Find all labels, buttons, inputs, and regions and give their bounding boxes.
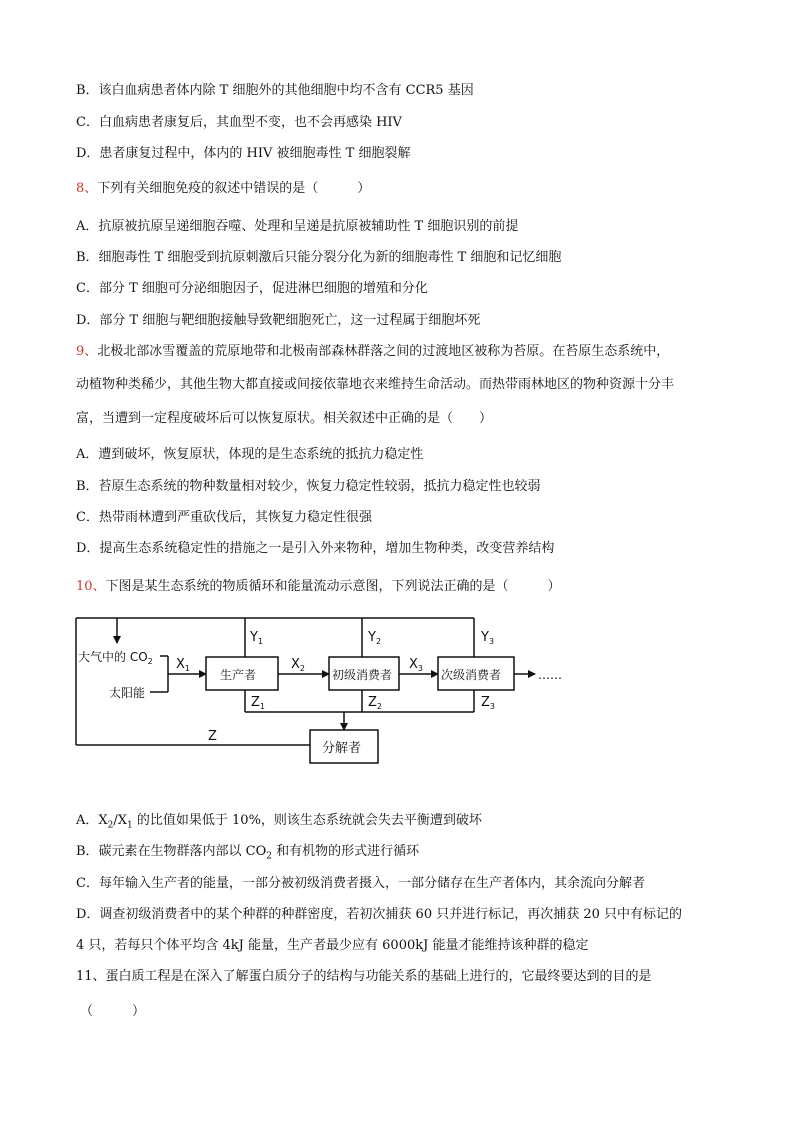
- z1-label: $Z_1$: [251, 695, 265, 711]
- q9-stem-text1: 北极北部冰雪覆盖的荒原地带和北极南部森林群落之间的过渡地区被称为苔原。在苔原生态系统中，: [97, 344, 670, 359]
- x2-label: $X_2$: [291, 657, 305, 673]
- q10-b-pre: B．碳元素在生物群落内部以 CO: [76, 844, 267, 859]
- q10-stem: [76, 578, 561, 596]
- decomposer-label: 分解者: [322, 741, 362, 756]
- q9-option-b: B．苔原生态系统的物种数量相对较少，恢复力稳定性较弱，抵抗力稳定性也较弱: [76, 479, 541, 494]
- q9-stem-line2: 动植物种类稀少，其他生物大都直接或间接依靠地衣来维持生命活动。而热带雨林地区的物种资源十分丰: [76, 377, 675, 392]
- q10-a-sub2: 2: [107, 820, 114, 831]
- continuation-dots: ……: [538, 668, 562, 682]
- q11-answer-blank: （ ）: [80, 1004, 146, 1019]
- q8-option-a: A．抗原被抗原呈递细胞吞噬、处理和呈递是抗原被辅助性 T 细胞识别的前提: [76, 219, 519, 234]
- producer-label: 生产者: [220, 668, 257, 682]
- secondary-consumer-box: [438, 657, 514, 690]
- q9-option-a: A．遭到破坏，恢复原状，体现的是生态系统的抵抗力稳定性: [76, 447, 424, 462]
- q8-stem: [76, 180, 370, 198]
- q10-a-mid: /X: [113, 813, 128, 828]
- y1-label: $Y_1$: [250, 630, 264, 646]
- q9-option-d: D．提高生态系统稳定性的措施之一是引入外来物种，增加生物种类，改变营养结构: [76, 541, 555, 556]
- q8-option-b: B．细胞毒性 T 细胞受到抗原刺激后只能分裂分化为新的细胞毒性 T 细胞和记忆细胞: [76, 250, 562, 265]
- primary-consumer-box: [329, 657, 399, 690]
- q10-option-a: [76, 812, 482, 835]
- q10-option-b: [76, 843, 419, 866]
- q10-option-d-line2: 4 只，若每只个体平均含 4kJ 能量，生产者最少应有 6000kJ 能量才能维持该种群的稳定: [76, 938, 589, 953]
- q11-stem: [76, 968, 652, 986]
- q10-a-pre: A．X: [76, 813, 108, 828]
- producer-box: [206, 657, 278, 690]
- q10-a-sub1: 1: [127, 820, 133, 831]
- z-label: Z: [208, 729, 217, 744]
- decomposer-box: [310, 730, 378, 763]
- q7-option-b: B．该白血病患者体内除 T 细胞外的其他细胞中均不含有 CCR5 基因: [76, 83, 474, 98]
- q10-a-post: 的比值如果低于 10%，则该生态系统就会失去平衡遭到破坏: [132, 813, 482, 828]
- q8-stem-text: 下列有关细胞免疫的叙述中错误的是（ ）: [97, 181, 371, 196]
- q10-stem-text: 下图是某生态系统的物质循环和能量流动示意图，下列说法正确的是（ ）: [105, 579, 561, 594]
- q10-option-c: C．每年输入生产者的能量，一部分被初级消费者摄入，一部分储存在生产者体内，其余流向分解者: [76, 876, 645, 891]
- z2-label: $Z_2$: [368, 695, 382, 711]
- q8-option-c: C．部分 T 细胞可分泌细胞因子，促进淋巴细胞的增殖和分化: [76, 281, 428, 296]
- q10-b-sub: 2: [266, 851, 273, 862]
- q8-option-d: D．部分 T 细胞与靶细胞接触导致靶细胞死亡，这一过程属于细胞坏死: [76, 313, 481, 328]
- z3-label: $Z_3$: [481, 695, 495, 711]
- co2-label: 大气中的 $CO_2$: [78, 650, 153, 666]
- q11-stem-text: 蛋白质工程是在深入了解蛋白质分子的结构与功能关系的基础上进行的，它最终要达到的目的是: [105, 969, 652, 984]
- q7-option-d: D．患者康复过程中，体内的 HIV 被细胞毒性 T 细胞裂解: [76, 146, 411, 161]
- primary-consumer-label: 初级消费者: [332, 668, 393, 682]
- x1-label: $X_1$: [176, 657, 190, 673]
- q9-stem-line1: [76, 343, 669, 361]
- sun-label: 太阳能: [109, 686, 146, 700]
- q10-number: 10、: [76, 579, 106, 594]
- q9-number: 9、: [76, 344, 98, 359]
- y2-label: $Y_2$: [368, 630, 382, 646]
- q9-stem-line3: 富，当遭到一定程度破坏后可以恢复原状。相关叙述中正确的是（ ）: [76, 411, 493, 426]
- q11-number: 11、: [76, 969, 106, 984]
- q8-number: 8、: [76, 181, 98, 196]
- q10-b-post: 和有机物的形式进行循环: [272, 844, 420, 859]
- q10-option-d-line1: D．调查初级消费者中的某个种群的种群密度，若初次捕获 60 只并进行标记，再次捕获 20 只中有标记的: [76, 907, 683, 922]
- q7-option-c: C．白血病患者康复后，其血型不变，也不会再感染 HIV: [76, 115, 402, 130]
- q9-option-c: C．热带雨林遭到严重砍伐后，其恢复力稳定性很强: [76, 510, 372, 525]
- y3-label: $Y_3$: [481, 630, 495, 646]
- x3-label: $X_3$: [409, 657, 423, 673]
- secondary-consumer-label: 次级消费者: [441, 668, 502, 682]
